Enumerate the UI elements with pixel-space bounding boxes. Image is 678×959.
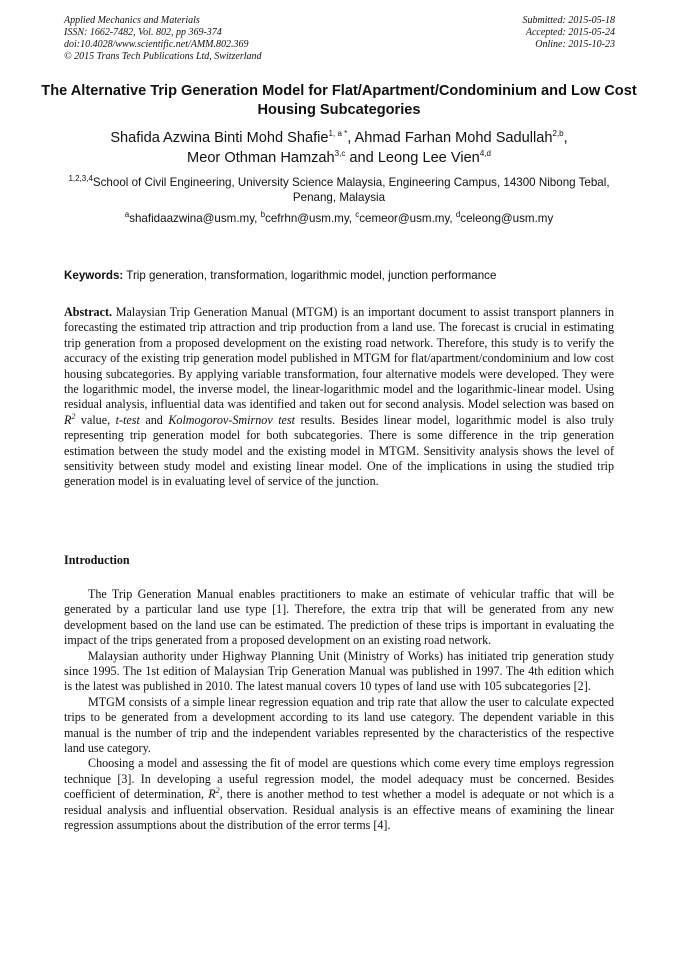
keywords [64, 268, 616, 283]
intro-text: , there is another method to test whether a model is adequate or not which is a residual analysis and influential observation. Residual analysis is an effective means of examining the linear regression assumptions about the distribution of the error terms [4]. [64, 787, 614, 833]
intro-paragraph: Malaysian authority under Highway Planning Unit (Ministry of Works) has initiated trip generation study since 1995. The 1st edition of Malaysian Trip Generation Manual was published in 1997. The 4th edition which is the latest was published in 2010. The latest manual covers 10 types of land use with 105 subcategories [2]. [64, 648, 614, 694]
author-name: Shafida Azwina Binti Mohd Shafie [110, 130, 329, 146]
email-list: $^a$shafidaazwina@usm.my, $^b$cefrhn@usm.my, $^c$cemeor@usm.my, $^d$celeong@usm.my [124, 210, 554, 225]
email-sup: b [260, 210, 266, 220]
author-sup: 1, a * [328, 129, 348, 139]
journal-name: Applied Mechanics and Materials [64, 15, 200, 26]
r-sup: 2 [215, 786, 220, 796]
email-address[interactable]: shafidaazwina@usm.my [129, 212, 255, 225]
abstract-text: Malaysian Trip Generation Manual (MTGM) is an important document to assist transport planners in forecasting the estimated trip attraction and trip production from a land use. The forecast is crucial in estimating trip generation from a proposed development on the existing road network. Therefore, this study is to verify the accuracy of the existing trip generation model published in MTGM for flat/apartment/condominium and low cost housing subcategories. By applying variable transformation, four alternative models were developed. They were the logarithmic model, the inverse model, the linear-logarithmic model and the logarithmic-linear model. Using residual analysis, influential data was identified and taken out for second analysis. Model selection was based on [64, 305, 614, 412]
online-date: Online: 2015-10-23 [535, 39, 615, 50]
r-squared [64, 413, 75, 427]
accepted-date: Accepted: 2015-05-24 [525, 27, 615, 38]
r-symbol: R [64, 412, 72, 427]
intro-paragraph [64, 756, 614, 833]
abstract-label: Abstract. [64, 305, 113, 319]
abstract-text: results. Besides linear model, logarithmic model is also truly representing trip generation model for both subcategories. There is some difference in the trip generation estimation between the study model and the existing model in MTGM. Sensitivity analysis shows the level of sensitivity between study model and existing linear model. One of the implications in using the studied trip generation model is in evaluating level of service of the junction. [64, 412, 614, 489]
r-symbol: R [208, 787, 216, 802]
intro-paragraph: The Trip Generation Manual enables practitioners to make an estimate of vehicular traffic that will be generated by a particular land use type [1]. Therefore, the extra trip that will be generated from any new development based on the land use can be estimated. The prediction of these trips is important in evaluating the impact of the trips generated from a proposed development on an existing road network. [64, 587, 614, 648]
author-sup: 2,b [552, 129, 564, 139]
author-sup: 3,c [334, 149, 346, 159]
intro-text: Choosing a model and assessing the fit of model are questions which come every time employs regression technique [3]. In developing a useful regression model, the model adequacy must be concerned. Besides coefficient of determination, [64, 756, 614, 802]
introduction-body [64, 587, 614, 834]
email-address[interactable]: cemeor@usm.my [359, 212, 450, 225]
abstract [64, 305, 614, 490]
email-address[interactable]: cefrhn@usm.my [265, 212, 349, 225]
email-sup: c [355, 210, 360, 220]
issn-line: ISSN: 1662-7482, Vol. 802, pp 369-374 [64, 27, 222, 38]
author-name: Ahmad Farhan Mohd Sadullah [354, 130, 553, 146]
paper-title: The Alternative Trip Generation Model for Flat/Apartment/Condominium and Low Cost Housing Subcategories [41, 83, 637, 118]
affiliation-sup: 1,2,3,4 [68, 174, 93, 184]
author-name: Meor Othman Hamzah [187, 150, 335, 166]
author-name: Leong Lee Vien [377, 150, 480, 166]
doi-line: doi:10.4028/www.scientific.net/AMM.802.369 [64, 39, 249, 50]
introduction-heading: Introduction [64, 553, 130, 567]
r-squared [208, 787, 219, 801]
keywords-text: Trip generation, transformation, logarithmic model, junction performance [123, 269, 497, 282]
t-test-term: t-test [115, 412, 140, 427]
abstract-text: value, [75, 412, 116, 427]
affiliation [60, 175, 618, 205]
affiliation-text: School of Civil Engineering, University Science Malaysia, Engineering Campus, 14300 Nibong Tebal, Penang, Malaysia [92, 176, 610, 204]
submitted-date: Submitted: 2015-05-18 [522, 15, 615, 26]
email-sup: d [455, 210, 461, 220]
author-list: Shafida Azwina Binti Mohd Shafie$^{1, a *}$, Ahmad Farhan Mohd Sadullah$^{2,b}$, Meor Othman Hamzah$^{3,c}$ and Leong Lee Vien$^{4,d}$ [110, 129, 568, 166]
r-sup: 2 [71, 411, 76, 421]
intro-paragraph: MTGM consists of a simple linear regression equation and trip rate that allow the user to calculate expected trips to be generated from a development according to its land use category. The dependent variable in this manual is the number of trip and the independent variables represented by the characteristics of the respective land use category. [64, 694, 614, 756]
abstract-text: and [139, 412, 169, 427]
email-sup: a [124, 210, 130, 220]
dates-header [523, 15, 616, 51]
copyright-line: © 2015 Trans Tech Publications Ltd, Switzerland [64, 51, 262, 62]
keywords-label: Keywords: [64, 269, 124, 282]
author-sup: 4,d [479, 149, 491, 159]
email-address[interactable]: celeong@usm.my [460, 212, 554, 225]
journal-header [64, 15, 262, 63]
ks-test-term: Kolmogorov-Smirnov test [168, 412, 295, 427]
